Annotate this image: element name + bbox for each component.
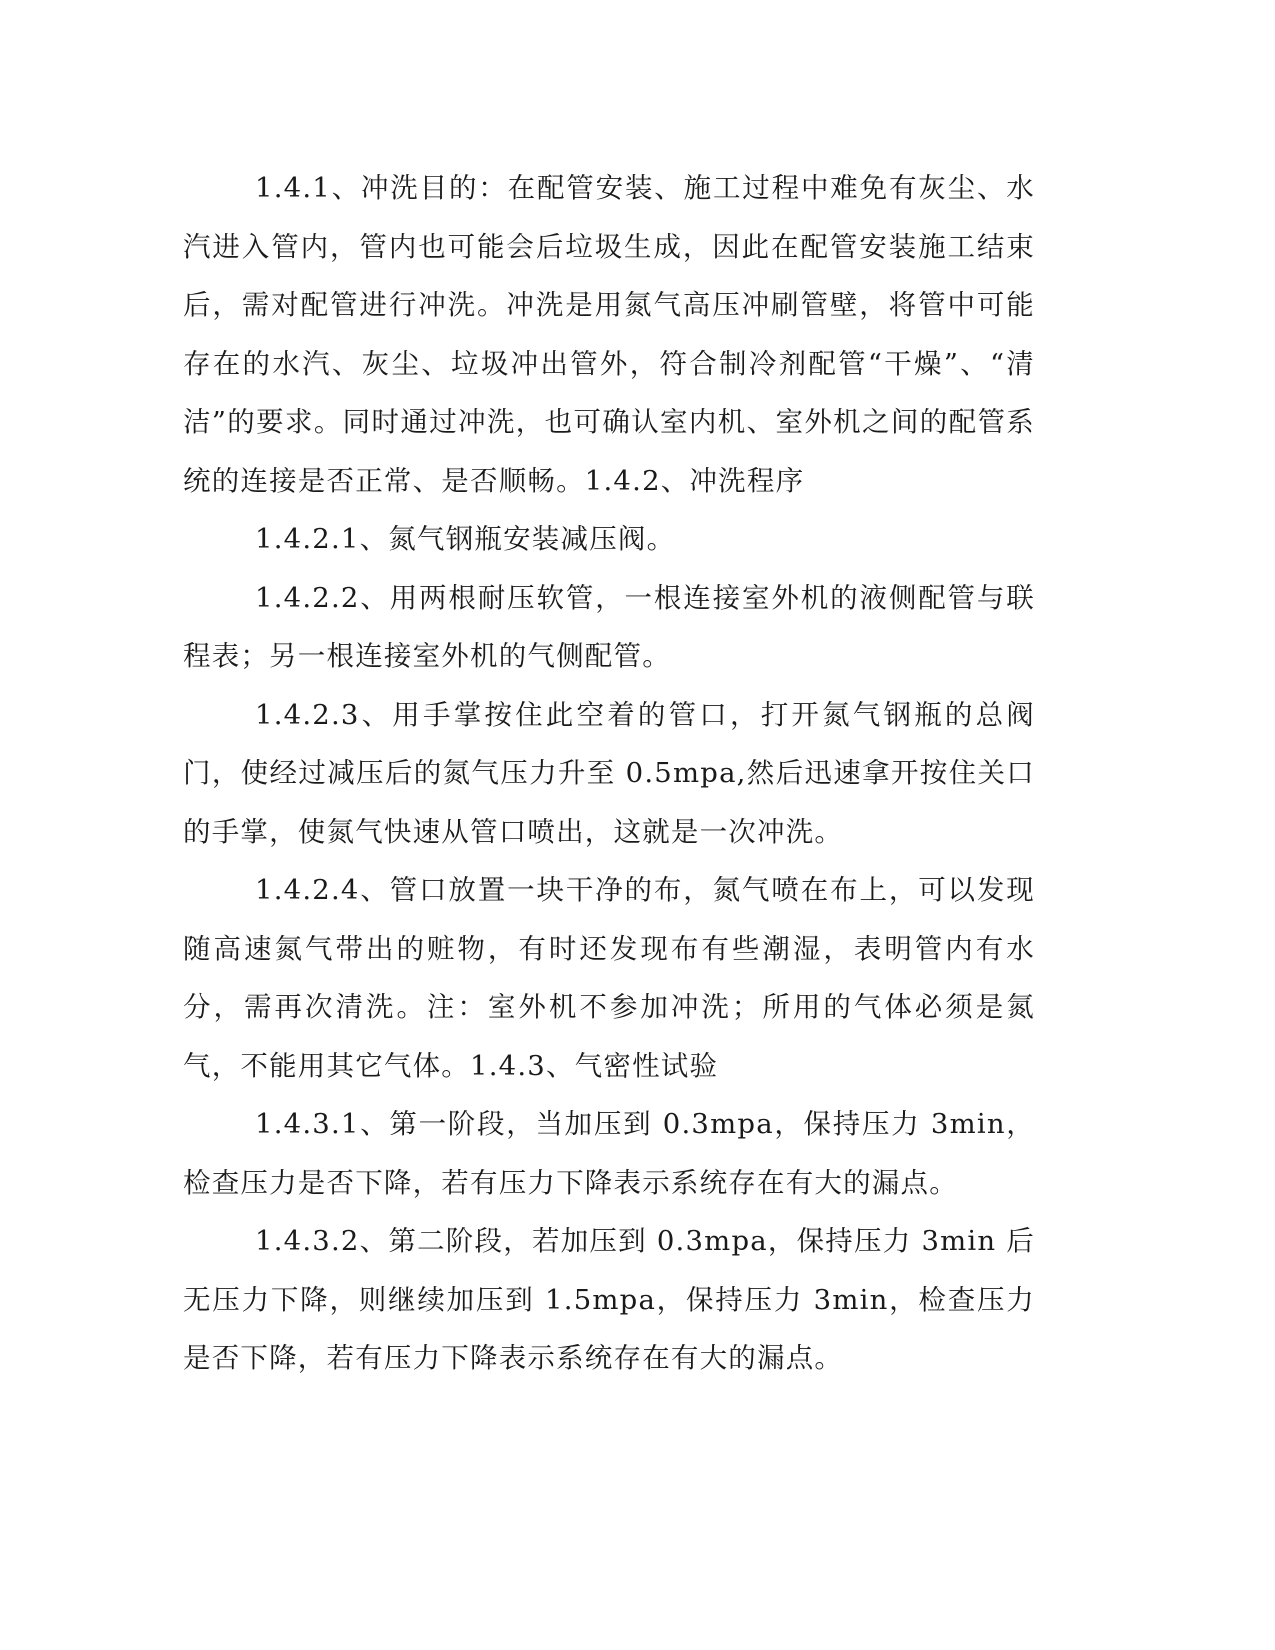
document-body [183, 159, 1035, 1388]
paragraph-1-4-2-2: 1.4.2.2、用两根耐压软管，一根连接室外机的液侧配管与联程表；另一根连接室外机的气侧配管。 [183, 581, 1035, 672]
paragraph-1-4-2-1: 1.4.2.1、氮气钢瓶安装减压阀。 [255, 523, 676, 555]
paragraph-1-4-3-1: 1.4.3.1、第一阶段，当加压到 0.3mpa，保持压力 3min，检查压力是否下降，若有压力下降表示系统存在有大的漏点。 [183, 1108, 1035, 1199]
paragraph-1-4-1: 1.4.1、冲洗目的：在配管安装、施工过程中难免有灰尘、水汽进入管内，管内也可能会后垃圾生成，因此在配管安装施工结束后，需对配管进行冲洗。冲洗是用氮气高压冲刷管壁，将管中可能存在的水汽、灰尘、垃圾冲出管外，符合制冷剂配管“干燥”、“清洁”的要求。同时通过冲洗，也可确认室内机、室外机之间的配管系统的连接是否正常、是否顺畅。1.4.2、冲洗程序 [183, 172, 1035, 497]
paragraph-1-4-2-4: 1.4.2.4、管口放置一块干净的布，氮气喷在布上，可以发现随高速氮气带出的赃物，有时还发现布有些潮湿，表明管内有水分，需再次清洗。注：室外机不参加冲洗；所用的气体必须是氮气，不能用其它气体。1.4.3、气密性试验 [183, 874, 1035, 1082]
paragraph-1-4-3-2: 1.4.3.2、第二阶段，若加压到 0.3mpa，保持压力 3min 后无压力下降，则继续加压到 1.5mpa，保持压力 3min，检查压力是否下降，若有压力下降表示系统存在有大的漏点。 [183, 1225, 1035, 1374]
paragraph-1-4-2-3: 1.4.2.3、用手掌按住此空着的管口，打开氮气钢瓶的总阀门，使经过减压后的氮气压力升至 0.5mpa,然后迅速拿开按住关口的手掌，使氮气快速从管口喷出，这就是一次冲洗。 [183, 698, 1035, 848]
